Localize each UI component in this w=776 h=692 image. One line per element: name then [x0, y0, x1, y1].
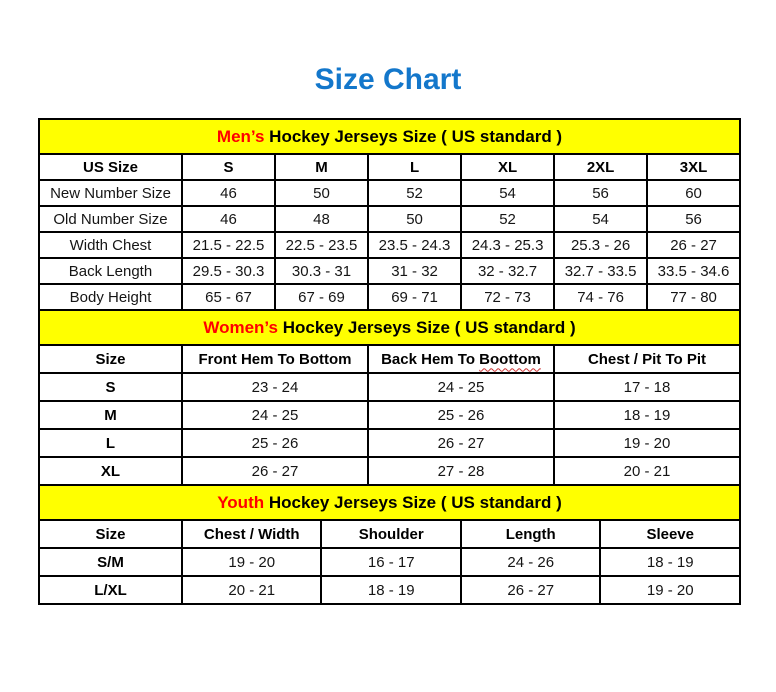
mens-banner	[38, 118, 741, 155]
table-cell: 22.5 - 23.5	[275, 232, 368, 258]
table-cell: 30.3 - 31	[275, 258, 368, 284]
mens-size-section	[38, 118, 741, 311]
table-cell: 20 - 21	[554, 457, 740, 485]
header-row	[39, 345, 740, 373]
column-header: Size	[39, 345, 182, 373]
row-label: L	[39, 429, 182, 457]
table-cell: 72 - 73	[461, 284, 554, 310]
misspelled-word: Boottom	[479, 350, 541, 368]
header-row	[39, 154, 740, 180]
table-row	[39, 548, 740, 576]
table-cell: 77 - 80	[647, 284, 740, 310]
page-title: Size Chart	[314, 63, 462, 96]
table-cell: 50	[368, 206, 461, 232]
table-row	[39, 429, 740, 457]
column-header: Chest / Pit To Pit	[554, 345, 740, 373]
table-cell: 29.5 - 30.3	[182, 258, 275, 284]
youth-banner-highlight: Youth	[217, 493, 265, 512]
table-cell: 52	[368, 180, 461, 206]
column-header: Length	[461, 520, 600, 548]
table-cell: 19 - 20	[554, 429, 740, 457]
table-cell: 26 - 27	[368, 429, 554, 457]
table-cell: 69 - 71	[368, 284, 461, 310]
table-cell: 31 - 32	[368, 258, 461, 284]
row-label: Width Chest	[39, 232, 182, 258]
table-cell: 18 - 19	[554, 401, 740, 429]
table-cell: 46	[182, 206, 275, 232]
table-cell: 54	[554, 206, 647, 232]
mens-size-table	[38, 153, 741, 311]
table-cell: 25 - 26	[368, 401, 554, 429]
table-row	[39, 180, 740, 206]
column-header: 2XL	[554, 154, 647, 180]
column-header: M	[275, 154, 368, 180]
column-header: Front Hem To Bottom	[182, 345, 368, 373]
table-cell: 17 - 18	[554, 373, 740, 401]
table-cell: 24 - 25	[182, 401, 368, 429]
table-cell: 26 - 27	[182, 457, 368, 485]
womens-banner-highlight: Women’s	[203, 318, 278, 337]
row-label: Body Height	[39, 284, 182, 310]
youth-size-table	[38, 519, 741, 605]
row-label: M	[39, 401, 182, 429]
table-cell: 60	[647, 180, 740, 206]
table-cell: 48	[275, 206, 368, 232]
table-cell: 25.3 - 26	[554, 232, 647, 258]
youth-banner	[38, 484, 741, 521]
womens-banner	[38, 309, 741, 346]
row-label: Old Number Size	[39, 206, 182, 232]
table-cell: 65 - 67	[182, 284, 275, 310]
table-cell: 26 - 27	[647, 232, 740, 258]
row-label: S	[39, 373, 182, 401]
column-header: Size	[39, 520, 182, 548]
table-cell: 18 - 19	[600, 548, 740, 576]
size-chart	[38, 118, 741, 605]
table-cell: 33.5 - 34.6	[647, 258, 740, 284]
column-header: Shoulder	[321, 520, 460, 548]
table-row	[39, 457, 740, 485]
table-cell: 23 - 24	[182, 373, 368, 401]
youth-size-section	[38, 484, 741, 605]
table-cell: 27 - 28	[368, 457, 554, 485]
table-cell: 26 - 27	[461, 576, 600, 604]
mens-banner-highlight: Men’s	[216, 127, 265, 146]
column-header: Chest / Width	[182, 520, 321, 548]
table-cell: 21.5 - 22.5	[182, 232, 275, 258]
table-row	[39, 401, 740, 429]
table-cell: 56	[554, 180, 647, 206]
womens-size-section	[38, 309, 741, 486]
row-label: Back Length	[39, 258, 182, 284]
table-row	[39, 206, 740, 232]
column-header: XL	[461, 154, 554, 180]
table-cell: 46	[182, 180, 275, 206]
table-row	[39, 232, 740, 258]
table-cell: 19 - 20	[182, 548, 321, 576]
table-cell: 67 - 69	[275, 284, 368, 310]
column-header: Back Hem To Boottom	[368, 345, 554, 373]
youth-banner-text: Hockey Jerseys Size ( US standard )	[264, 493, 562, 512]
table-cell: 56	[647, 206, 740, 232]
womens-size-table	[38, 344, 741, 486]
column-header: US Size	[39, 154, 182, 180]
table-cell: 54	[461, 180, 554, 206]
table-row	[39, 284, 740, 310]
table-cell: 25 - 26	[182, 429, 368, 457]
row-label: S/M	[39, 548, 182, 576]
row-label: New Number Size	[39, 180, 182, 206]
column-header: 3XL	[647, 154, 740, 180]
table-cell: 50	[275, 180, 368, 206]
table-cell: 18 - 19	[321, 576, 460, 604]
table-cell: 20 - 21	[182, 576, 321, 604]
table-cell: 32.7 - 33.5	[554, 258, 647, 284]
column-header: Sleeve	[600, 520, 740, 548]
table-cell: 24.3 - 25.3	[461, 232, 554, 258]
header-row	[39, 520, 740, 548]
table-row	[39, 373, 740, 401]
table-row	[39, 576, 740, 604]
column-header: L	[368, 154, 461, 180]
column-header: S	[182, 154, 275, 180]
table-cell: 24 - 25	[368, 373, 554, 401]
womens-banner-text: Hockey Jerseys Size ( US standard )	[277, 318, 576, 337]
table-cell: 32 - 32.7	[461, 258, 554, 284]
table-cell: 24 - 26	[461, 548, 600, 576]
row-label: L/XL	[39, 576, 182, 604]
table-cell: 16 - 17	[321, 548, 460, 576]
table-cell: 74 - 76	[554, 284, 647, 310]
table-cell: 19 - 20	[600, 576, 740, 604]
table-cell: 23.5 - 24.3	[368, 232, 461, 258]
table-cell: 52	[461, 206, 554, 232]
mens-banner-text: Hockey Jerseys Size ( US standard )	[264, 127, 563, 146]
table-row	[39, 258, 740, 284]
row-label: XL	[39, 457, 182, 485]
